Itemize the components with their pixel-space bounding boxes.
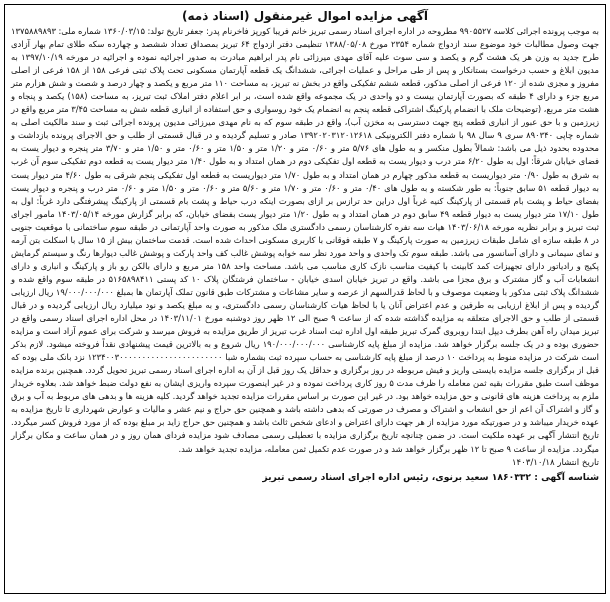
- publication-date: تاریخ انتشار ۱۴۰۳/۱۰/۱۸: [511, 457, 599, 468]
- notice-page: [4, 4, 606, 594]
- notice-title: آگهی مزایده اموال غیرمنقول (اسناد ذمه): [182, 9, 428, 23]
- notice-footer: [5, 457, 605, 484]
- notice-body: به موجب پرونده اجرائی کلاسه ۹۹۰۵۵۲۷ مطروحه در اداره اجرای اسناد رسمی تبریز خانم فریبا کورپز فاخرنام پدر: جعفر تاریخ تولد: ۱۳۶۰/۰۳/۱۵ شماره ملی: ۱۳۷۵۸۸۹۸۹۳ جهت وصول مطالبات خود موضوع سند ازدواج شماره ۲۳۵۴ مورخ ۱۳۸۸/۰۵/۰۸ تنظیمی دفتر ازدواج ۶۴ تبریز بمصداق تعداد ششصد و چهارده سکه طلای تمام بهار آزادی طرح جدید به وزن هر یک هشت گرم و یکصد و سی سوت علیه آقای مهدی میرزائی نام پدر ابراهیم مبادرت به صدور اجرائیه نموده و اجرائیه در مورخه ۱۳۹۷/۱۰/۱۹ به مدیون ابلاغ و حسب درخواست بستانکار و پس از طی مراحل و عملیات اجرائی، ششدانگ یک قطعه آپارتمان مسکونی تحت پلاک ثبتی فرعی ۱۵۸ از ۱۵۸ فرعی از اصلی مفروز و مجزی شده از ۱۲۰ فرعی از اصلی مذکور، قطعه ششم تفکیکی واقع در بخش نه تبریز، به مساحت ۱۱۰ متر مربع و یکصد و چهار درصد و شصت و شش هزارم متر مربع جزء و دارای ۴ طبقه که بصورت آپارتمان بیست و دو واحدی در یک مجموعه واقع شده است، بر ابر اعلام دفتر املاک ثبت تبریز، به مساحت (۱۵۸) یکصد و پنجاه و هشت متر مربع، (توضیحات ملک با انضمام پارکینگ اشتراکی قطعه پنجم به انضمام یک خود روسواری و حق استفاده از انباری قطعه شش به مساحت ۳/۴۵ متر مربع واقع در زیرزمین و با حق عبور از انباری قطعه پنج جهت دسترسی به مخزن آب)، واقع در طبقه سوم که به نام مهدی میرزائی مدیون پرونده اجرائی ثبت و سند مالکیت اصلی به شماره چاپی ۸۹۰۳۴۰ سری ۹ سال ۹۸ با شماره دفتر الکترونیکی ۱۳۹۲۰۲۰۳۱۲۰۱۲۶۱۸ صادر و تسلیم گردیده و در قبال قسمتی از طلب و حق الاجرای پرونده بازداشت و محدوده بحدود ذیل می باشد: شمالاً بطول منکسر و به طول های ۵/۷۶ متر و ۰/۶۰ متر و ۱/۲۰ متر و ۱/۵۰ متر و ۰/۶۰ متر و ۱/۵۰ متر و ۳/۷۰ متر پنجره و دیوار یست به فضای خیابان شرقاً: اول به طول ۶/۲۰ متر درب و دیوار یست به قطعه اول تفکیکی دوم در همان امتداد و به طول ۱/۴۰ متر دیوار یست به قطعه دوم تفکیکی سوم آن غرب به شرق به طول ۰/۹۰ متر دیواریست به قطعه مذکور چهارم در همان امتداد و به طول ۱/۷۰ متر دیواریست به قطعه اول تفکیکی پنجم شرقی به طول ۴/۶۰ متر دیوار یست به دیوار قطعه ۵۱ سابق جنوباً: به طور شکسته و به طول های ۰/۴۰ متر و ۰/۶۰ متر و ۱/۷۰ متر و ۵/۶۰ متر و ۰/۶۰ متر و ۱/۵۰ متر و ۰/۶۰ متر درب و پنجره و دیوار یست بفضای حیاط و پشت بام قسمتی از پارکینگ کنیه غرباً اول دراین حد ترازس بر ازای بصورت اینکه درب حیاط و پشت بام قسمتی از پارکینگ پیشرفتگی دارد غرباً: اول به طول ۱۷/۱۰ متر دیوار یست به دیوار قطعه ۴۹ سابق دوم در همان امتداد و به طول ۱/۲۰ متر دیوار یست بفضای خیابان، که برابر گزارش مورخه ۱۴۰۳/۰۵/۱۴ مامور اجرای ثبت تبریز و برابر نظریه مورخه ۱۴۰۳/۰۶/۱۸ هیات سه نفره کارشناسان رسمی دادگستری ملک مذکور به صورت واحد آپارتمانی در طبقه سوم ساختمانی با موقعیت جنوبی در ۸ طبقه سازه ای شامل طبقات زیرزمین به صورت پارکینگ و ۷ طبقه فوقانی با کاربری مسکونی احداث شده است. قدمت ساختمان بیش از ۱۵ سال با اسکلت بتن آرمه و نمای سیمانی و دارای آسانسور می باشد. طبقه سوم تک واحدی و واحد مورد نظر سه خوابه پوشش غالب کف واحد پارکت و پوشش غالب دیوارها رنگ و سیستم گرمایش پکیج و رادیاتور دارای تجهیزات کمد کابینت با کیفیت مناسب نازک کاری مناسب می باشد. مساحت واحد ۱۵۸ متر مربع و دارای بالکن رو باز و پارکینگ و انباری و دارای انشعابات آب و گاز مشترک و برق مجزا می باشد. واقع در تبریز خیابان اسدی خیابان - ساختمان فرشتگان پلاک ۱۰ کد پستی ۵۱۶۵۸۹۸۴۱۱ در طبقه سوم واقع شده و ششدانگ پلاک ثبتی مذکور با وضعیت موصوف و با لحاظ قدرالسهم از عرصه و سایر مشاعات و مشترکات طبق قانون تملک آپارتمان ها بمبلغ ۱۹/۰۰۰/۰۰۰/۰۰۰ ریال ارزیابی گردیده و پس از ابلاغ ارزیابی به طرفین و عدم اعتراض آنان یا با لحاظ هیات کارشناسان رسمی دادگستری، و به مبلغ یکصد و نود میلیارد ریال ارزیابی گردیده و در قبال قسمتی از طلب و حق الاجرای متعلقه به مزایده گذاشته شده که از ساعت ۹ صبح الی ۱۲ ظهر روز دوشنبه مورخ ۱۴۰۳/۱۱/۰۱ در محل اداره اجرای اسناد رسمی واقع در تبریز میدان راه آهن بطرف دیپل ابتدا روبروی گمرک تبریز طبقه اول اداره ثبت اسناد غرب تبریز از طریق مزایده به فروش میرسد و شرکت برای عموم آزاد است و مزایده حضوری بوده و در یک جلسه برگزار خواهد شد. مزایده از مبلغ پایه کارشناسی ۱۹۰/۰۰۰/۰۰۰/۰۰۰ ریال شروع و به بالاترین قیمت پیشنهادی نقداً فروخته میشود. لازم بذکر است شرکت در مزایده منوط به پرداخت ۱۰ درصد از مبلغ پایه کارشناسی به حساب سپرده ثبت بشماره شبا ۱۲۳۴۰۰۳۰۰۰۰۰۰۰۰۰۰۰۰۰۰۰۰۰۰۰۰۰۰۰ نزد بانک ملی بوده که قبل از برگزاری جلسه مزایده بایستی واریز و فیش مربوطه در روز برگزاری و حداقل یک روز قبل از آن به اداره اجرای اسناد رسمی تبریز تحویل گردد. همچنین برنده مزایده موظف است طبق مقررات بقیه ثمن معامله را ظرف مدت ۵ روز کاری پرداخت نموده و در غیر اینصورت سپرده واریزی ایشان به نفع دولت ضبط خواهد شد. بعلاوه خریدار ملزم به پرداخت هزینه های قانونی و حق مزایده خواهد بود. در غیر این صورت بر اساس مقررات مزایده تجدید خواهد گردید. کلیه هزینه ها و بدهی های مربوط به آب و برق و گاز و اشتراک آن اعم از حق انشعاب و اشتراک و مصرف در صورتی که بدهی داشته باشد و همچنین حق حراج و نیم عشر و مالیات و عوارض شهرداری تا تاریخ مزایده به عهده خریدار میباشد و در صورتیکه مورد مزایده از هر جهت دارای اعتراض و ادعای شخص ثالث باشد و همچنین حق حراج زاید بر مبلغ بوده که از مورد فروش کسر میگردد. تاریخ انتشار آگهی بر عهده ملکیت است. در ضمن چنانچه تاریخ برگزاری مزایده با تعطیلی رسمی مصادف شود مزایده فردای همان روز و در همان ساعت و مکان برگزار میگردد. مزایده از ساعت ۹ صبح تا ۱۲ ظهر برگزار خواهد شد و در صورت عدم تکمیل ثمن معامله، مزایده تجدید خواهد شد.: [11, 26, 600, 454]
- notice-signature: شناسه آگهی : ۱۸۶۰۳۳۲ سعید برنوی، رئیس اداره اجرای اسناد رسمی تبریز: [262, 471, 599, 483]
